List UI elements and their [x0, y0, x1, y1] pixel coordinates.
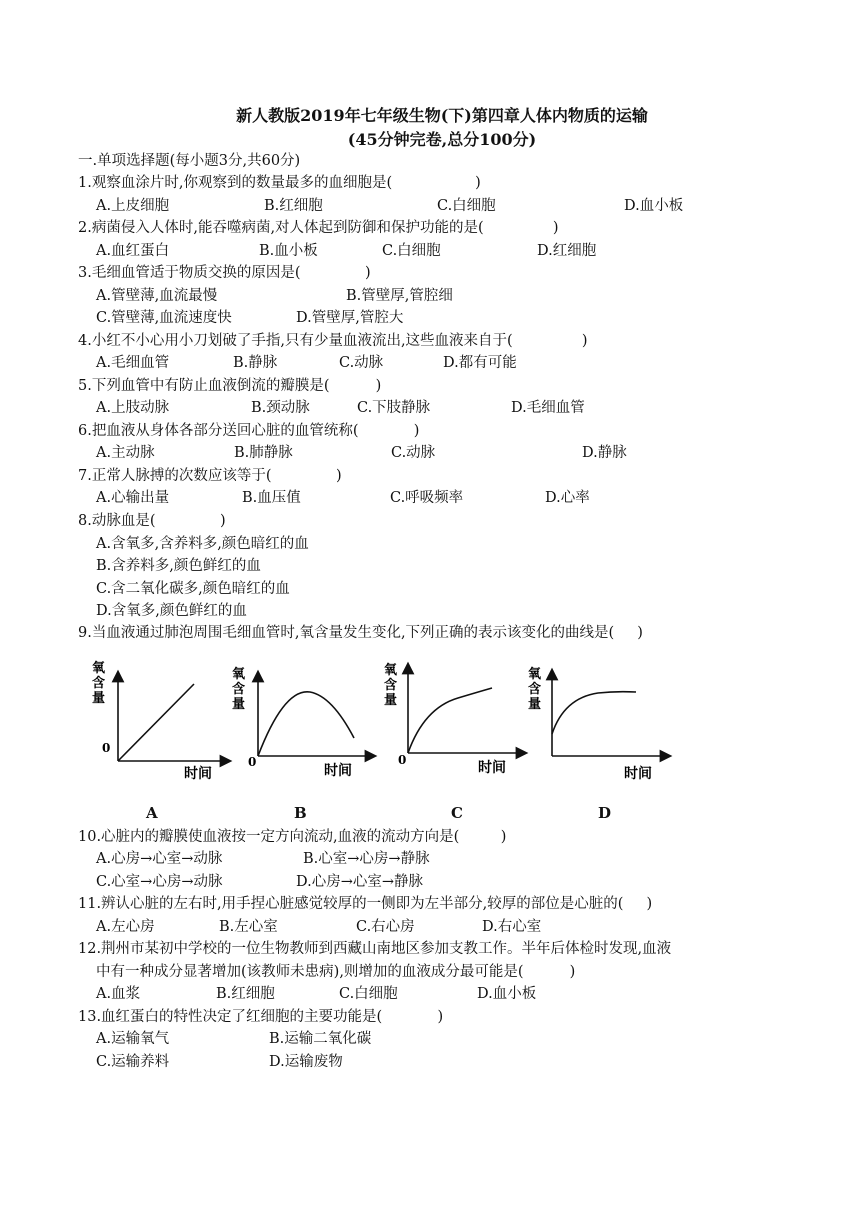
graph-c-origin: 0 [398, 753, 407, 767]
question-11-option-d: D.右心室 [482, 919, 542, 935]
graph-b-y-label: 氧含量 [232, 667, 246, 712]
question-12-stem: 12.荆州市某初中学校的一位生物教师到西藏山南地区参加支教工作。半年后体检时发现,血液 [78, 941, 672, 957]
graph-c-x-label: 时间 [478, 760, 506, 776]
question-10-option-c: C.心室→心房→动脉 [96, 874, 223, 890]
graph-label-a: A [146, 804, 158, 822]
question-1-stem: 1.观察血涂片时,你观察到的数量最多的血细胞是( ) [78, 175, 481, 191]
page-subtitle: (45分钟完卷,总分100分) [347, 130, 537, 149]
question-5-option-c: C.下肢静脉 [357, 400, 431, 416]
question-2-option-c: C.白细胞 [382, 243, 441, 259]
question-10-stem: 10.心脏内的瓣膜使血液按一定方向流动,血液的流动方向是( ) [78, 829, 507, 845]
question-12-option-b: B.红细胞 [216, 986, 275, 1002]
question-1-option-b: B.红细胞 [264, 198, 323, 214]
graph-a-origin: 0 [102, 741, 111, 755]
curve-c [408, 688, 492, 753]
question-6-option-b: B.肺静脉 [234, 445, 293, 461]
question-7-option-d: D.心率 [545, 490, 590, 506]
question-1-option-d: D.血小板 [624, 198, 684, 214]
question-5-option-d: D.毛细血管 [511, 400, 585, 416]
graph-d [528, 666, 666, 782]
question-3-option-b: B.管壁厚,管腔细 [346, 288, 453, 304]
question-8-option-d: D.含氧多,颜色鲜红的血 [96, 603, 247, 619]
question-13-option-d: D.运输废物 [269, 1054, 343, 1070]
question-10-option-a: A.心房→心室→动脉 [96, 851, 223, 867]
question-6-option-c: C.动脉 [391, 445, 436, 461]
question-4-option-d: D.都有可能 [443, 355, 517, 371]
question-7-option-a: A.心输出量 [96, 490, 170, 506]
question-3-stem: 3.毛细血管适于物质交换的原因是( ) [78, 265, 371, 281]
graph-a-x-label: 时间 [184, 766, 212, 782]
question-13-option-a: A.运输氧气 [96, 1031, 170, 1047]
curve-a [118, 684, 194, 761]
question-2-option-d: D.红细胞 [537, 243, 597, 259]
question-5-option-a: A.上肢动脉 [96, 400, 170, 416]
question-11-stem: 11.辨认心脏的左右时,用手捏心脏感觉较厚的一侧即为左半部分,较厚的部位是心脏的( ) [78, 896, 653, 912]
question-8-option-a: A.含氧多,含养料多,颜色暗红的血 [96, 536, 309, 552]
question-6-option-d: D.静脉 [582, 445, 627, 461]
question-2-option-b: B.血小板 [259, 243, 318, 259]
question-8-option-b: B.含养料多,颜色鲜红的血 [96, 558, 261, 574]
question-12-option-d: D.血小板 [477, 986, 537, 1002]
curve-d [552, 692, 636, 734]
question-7-option-c: C.呼吸频率 [390, 490, 464, 506]
question-13-stem: 13.血红蛋白的特性决定了红细胞的主要功能是( ) [78, 1009, 444, 1025]
section-heading: 一.单项选择题(每小题3分,共60分) [78, 153, 301, 169]
graph-b-origin: 0 [248, 755, 257, 769]
question-4-stem: 4.小红不小心用小刀划破了手指,只有少量血液流出,这些血液来自于( ) [78, 333, 588, 349]
graph-b [232, 666, 371, 779]
question-7-stem: 7.正常人脉搏的次数应该等于( ) [78, 468, 342, 484]
question-12-option-c: C.白细胞 [339, 986, 398, 1002]
graph-label-c: C [451, 804, 463, 822]
question-6-stem: 6.把血液从身体各部分送回心脏的血管统称( ) [78, 423, 420, 439]
question-11-option-a: A.左心房 [96, 919, 155, 935]
question-10-option-d: D.心房→心室→静脉 [296, 874, 424, 890]
page-title: 新人教版2019年七年级生物(下)第四章人体内物质的运输 [236, 106, 648, 125]
question-7-option-b: B.血压值 [242, 490, 301, 506]
question-5-stem: 5.下列血管中有防止血液倒流的瓣膜是( ) [78, 378, 382, 394]
graph-d-y-label: 氧含量 [528, 667, 542, 712]
question-2-stem: 2.病菌侵入人体时,能吞噬病菌,对人体起到防御和保护功能的是( ) [78, 220, 559, 236]
question-8-option-c: C.含二氧化碳多,颜色暗红的血 [96, 581, 290, 597]
question-1-option-c: C.白细胞 [437, 198, 496, 214]
question-12-option-a: A.血浆 [96, 986, 141, 1002]
question-11-option-c: C.右心房 [356, 919, 415, 935]
question-13-option-b: B.运输二氧化碳 [269, 1031, 372, 1047]
question-9-stem: 9.当血液通过肺泡周围毛细血管时,氧含量发生变化,下列正确的表示该变化的曲线是( ) [78, 625, 643, 641]
question-11-option-b: B.左心室 [219, 919, 278, 935]
question-13-option-c: C.运输养料 [96, 1054, 170, 1070]
graph-label-d: D [598, 804, 612, 822]
question-1-option-a: A.上皮细胞 [96, 198, 170, 214]
graph-c [384, 662, 522, 776]
graph-d-x-label: 时间 [624, 766, 652, 782]
curve-b [258, 692, 354, 756]
question-8-stem: 8.动脉血是( ) [78, 513, 226, 529]
graph-a [92, 660, 226, 782]
graph-c-y-label: 氧含量 [384, 663, 398, 708]
graph-b-x-label: 时间 [324, 763, 352, 779]
question-3-option-c: C.管壁薄,血流速度快 [96, 310, 232, 326]
oxygen-curve-graphs [86, 656, 686, 786]
question-5-option-b: B.颈动脉 [251, 400, 310, 416]
question-3-option-a: A.管壁薄,血流最慢 [96, 288, 218, 304]
question-4-option-c: C.动脉 [339, 355, 384, 371]
graph-a-y-label: 氧含量 [92, 661, 106, 706]
question-4-option-b: B.静脉 [233, 355, 278, 371]
question-6-option-a: A.主动脉 [96, 445, 155, 461]
question-4-option-a: A.毛细血管 [96, 355, 170, 371]
question-2-option-a: A.血红蛋白 [96, 243, 170, 259]
question-3-option-d: D.管壁厚,管腔大 [296, 310, 404, 326]
question-12-stem-continued: 中有一种成分显著增加(该教师未患病),则增加的血液成分最可能是( ) [96, 964, 576, 980]
graph-label-b: B [294, 804, 307, 822]
question-10-option-b: B.心室→心房→静脉 [303, 851, 430, 867]
